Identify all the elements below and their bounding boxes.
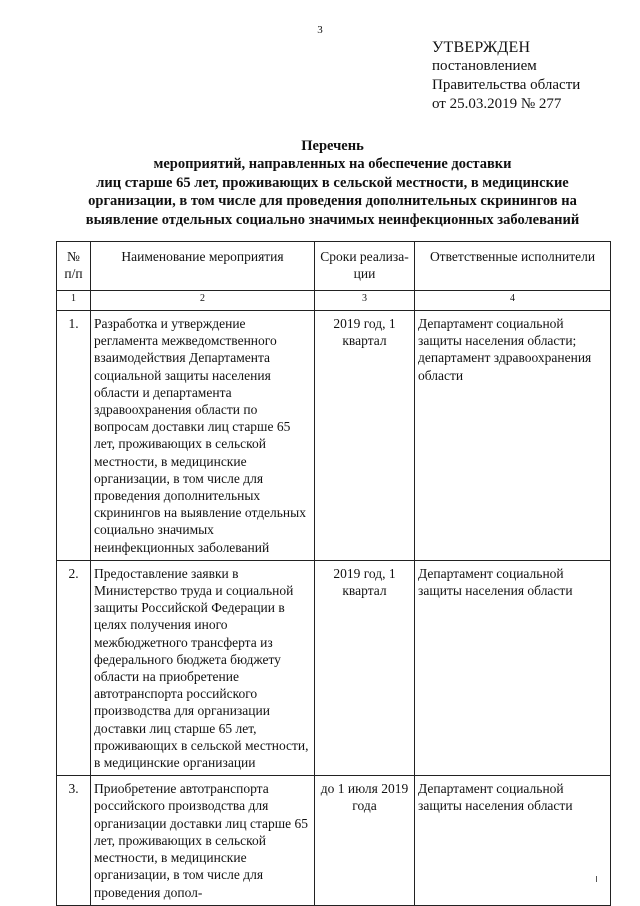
measure-period: 2019 год, 1 квартал (315, 311, 415, 561)
measure-name: Предоставление заявки в Министерство труда и социальной защиты Российской Федерации в целях получения иного межбюджетного трансферта из федерального бюджета бюджету области на приобретение автотранспорта российского производства для организации доставки лиц старше 65 лет, проживающих в сельской местности, в медицинские организации (91, 560, 315, 775)
header-name: Наименование мероприятия (91, 242, 315, 291)
page-number: 3 (317, 24, 323, 36)
header-executor: Ответственные исполнители (415, 242, 611, 291)
approval-stamp (432, 38, 580, 114)
title-line-5: выявление отдельных социально значимых неинфекционных заболеваний (85, 211, 580, 228)
title-line-2: мероприятий, направленных на обеспечение доставки (153, 156, 512, 173)
approval-line-2: постановлением (432, 58, 537, 74)
scan-mark (596, 876, 597, 882)
measure-period: 2019 год, 1 квартал (315, 560, 415, 775)
approval-title: УТВЕРЖДЕН (432, 39, 531, 56)
column-index: 1 (57, 291, 91, 311)
title-line-4: организации, в том числе для проведения дополнительных скринингов на (88, 193, 577, 210)
column-index: 2 (91, 291, 315, 311)
approval-date-number: от 25.03.2019 № 277 (432, 96, 562, 112)
document-title (60, 137, 605, 229)
row-number: 3. (57, 776, 91, 905)
table-row (57, 560, 611, 775)
measures-table (56, 241, 611, 906)
approval-line-3: Правительства области (432, 77, 581, 93)
measure-period: до 1 июля 2019 года (315, 776, 415, 905)
measure-executor: Департамент социальной защиты населения области (415, 776, 611, 905)
measure-name: Приобретение автотранспорта российского производства для организации доставки лиц старше 65 лет, проживающих в сельской местности, в медицинские организации, в том числе для проведения допол- (91, 776, 315, 905)
row-number: 1. (57, 311, 91, 561)
table-header-row (57, 242, 611, 291)
table-row (57, 311, 611, 561)
title-line-3: лиц старше 65 лет, проживающих в сельской местности, в медицинские (96, 174, 569, 191)
header-number: № п/п (57, 242, 91, 291)
measure-executor: Департамент социальной защиты населения области (415, 560, 611, 775)
table-row (57, 776, 611, 905)
column-index: 3 (315, 291, 415, 311)
column-index-row (57, 291, 611, 311)
row-number: 2. (57, 560, 91, 775)
measure-name: Разработка и утверждение регламента межведомственного взаимодействия Департамента социальной защиты населения области и департамента здравоохранения области по вопросам доставки лиц старше 65 лет, проживающих в сельской местности, в медицинские организации, в том числе для проведения дополнительных скринингов на выявление отдельных социально значимых неинфекционных заболеваний (91, 311, 315, 561)
header-period: Сроки реализа-ции (315, 242, 415, 291)
title-line-1: Перечень (301, 138, 364, 154)
column-index: 4 (415, 291, 611, 311)
measure-executor: Департамент социальной защиты населения области; департамент здравоохранения области (415, 311, 611, 561)
